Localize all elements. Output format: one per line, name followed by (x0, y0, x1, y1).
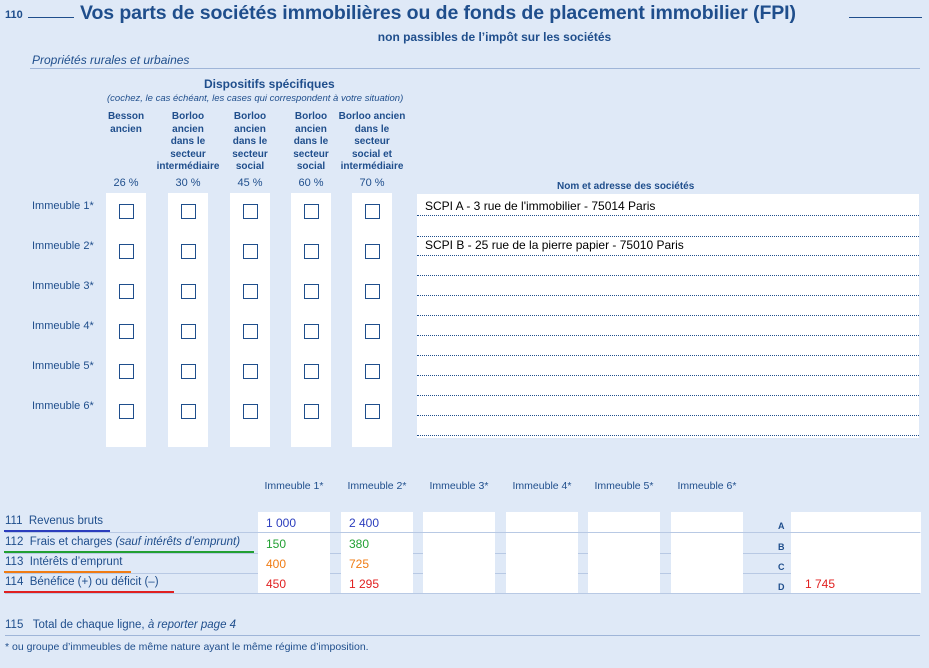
amount-column-header: Immeuble 1* (264, 480, 324, 492)
line-112 (5, 536, 240, 548)
immeuble-row-label: Immeuble 5* (32, 360, 94, 372)
dispositif-column-label-line: secteur (232, 148, 268, 160)
dispositif-column-label (276, 111, 346, 174)
total-input[interactable] (791, 533, 921, 553)
amount-column-header: Immeuble 2* (347, 480, 407, 492)
name-entry-line[interactable] (417, 415, 919, 416)
line-label: Frais et charges (29, 536, 116, 548)
amount-input[interactable] (423, 553, 495, 573)
properties-heading: Propriétés rurales et urbaines (32, 53, 190, 67)
dispositif-checkbox[interactable] (365, 404, 380, 419)
dispositif-column-label-line: social (235, 161, 265, 172)
amount-input[interactable]: 380 (341, 533, 413, 553)
total-letter: B (778, 542, 785, 552)
total-letter: D (778, 582, 785, 592)
name-entry-line[interactable] (417, 435, 919, 436)
dispositif-column-label-line: social et (351, 148, 393, 160)
line-115 (5, 619, 236, 631)
amount-column-header: Immeuble 4* (512, 480, 572, 492)
amount-column-header: Immeuble 5* (594, 480, 654, 492)
amount-input[interactable] (506, 533, 578, 553)
name-entry-line[interactable] (417, 395, 919, 396)
dispositif-column-label-line: dans le (232, 136, 268, 147)
dispositif-column-label-line: ancien (234, 123, 266, 135)
dispositif-checkbox[interactable] (181, 284, 196, 299)
dispositif-checkbox[interactable] (243, 364, 258, 379)
dispositif-checkbox[interactable] (181, 364, 196, 379)
dispositif-checkbox[interactable] (181, 204, 196, 219)
name-entry-line[interactable] (417, 275, 919, 276)
header-rule-right (849, 17, 922, 18)
dispositif-column-label-line: Borloo ancien (338, 111, 406, 122)
dispositif-column-label-line: ancien (295, 123, 327, 135)
line-115-label: Total de chaque ligne, (32, 619, 148, 631)
line-number: 113 (5, 556, 24, 568)
dispositif-checkbox[interactable] (365, 204, 380, 219)
dispositif-checkbox[interactable] (243, 284, 258, 299)
line-number: 111 (5, 515, 23, 527)
immeuble-row-label: Immeuble 3* (32, 280, 94, 292)
dispositif-checkbox[interactable] (304, 244, 319, 259)
immeuble-row-label: Immeuble 6* (32, 400, 94, 412)
dispositif-column-label (153, 111, 223, 174)
dispositif-column-label-line: intermédiaire (156, 161, 220, 172)
amount-input[interactable] (423, 573, 495, 593)
company-names-box (417, 194, 919, 438)
dispositif-checkbox[interactable] (181, 404, 196, 419)
dispositif-column-label-line: Borloo (171, 111, 205, 122)
dispositif-column-label-line: ancien (172, 123, 204, 135)
amount-input[interactable] (588, 573, 660, 593)
dispositifs-title: Dispositifs spécifiques (204, 77, 335, 91)
amount-input[interactable] (588, 512, 660, 532)
dispositif-column-label (91, 111, 161, 136)
dispositif-checkbox[interactable] (304, 404, 319, 419)
line-111 (5, 515, 103, 527)
dispositif-checkbox[interactable] (119, 284, 134, 299)
dispositif-checkbox[interactable] (304, 324, 319, 339)
amount-input[interactable] (671, 512, 743, 532)
amount-input[interactable] (671, 533, 743, 553)
line-label-italic: (sauf intérêts d’emprunt) (115, 536, 241, 548)
section-divider (30, 68, 920, 69)
dispositif-checkbox[interactable] (304, 284, 319, 299)
dispositif-column-label-line: secteur (170, 148, 206, 160)
amount-input[interactable]: 1 000 (258, 512, 330, 532)
line-114 (5, 576, 159, 588)
dispositif-percentage: 70 % (359, 177, 385, 189)
amount-input[interactable] (671, 553, 743, 573)
dispositif-column-label-line: ancien (110, 123, 142, 135)
page-title: Vos parts de sociétés immobilières ou de fonds de placement immobilier (FPI) (80, 2, 796, 24)
amount-input[interactable] (506, 553, 578, 573)
immeuble-row-label: Immeuble 1* (32, 200, 94, 212)
amount-column-header: Immeuble 6* (677, 480, 737, 492)
footer-divider (5, 635, 920, 636)
total-letter: A (778, 521, 785, 531)
amount-input[interactable] (671, 573, 743, 593)
dispositif-checkbox[interactable] (365, 284, 380, 299)
dispositif-column-label-line: social (296, 161, 326, 172)
page-subtitle: non passibles de l’impôt sur les sociétés (377, 30, 612, 44)
line-115-label-italic: à reporter page 4 (147, 619, 237, 631)
dispositif-percentage: 60 % (298, 177, 324, 189)
name-entry-line[interactable] (417, 375, 919, 376)
dispositif-percentage: 45 % (237, 177, 263, 189)
line-115-number: 115 (5, 619, 24, 631)
dispositif-column-label-line: dans le (293, 136, 329, 147)
dispositif-checkbox[interactable] (304, 204, 319, 219)
dispositif-checkbox[interactable] (181, 324, 196, 339)
dispositif-column-label-line: secteur (354, 136, 390, 147)
names-heading: Nom et adresse des sociétés (557, 181, 695, 192)
amount-input[interactable]: 1 295 (341, 573, 413, 593)
line-number: 112 (5, 536, 24, 548)
name-entry-line[interactable] (417, 315, 919, 316)
amount-input[interactable] (423, 512, 495, 532)
dispositif-column-label-line: Besson (107, 111, 145, 122)
total-input[interactable] (791, 553, 921, 573)
company-name-value[interactable]: SCPI A - 3 rue de l'immobilier - 75014 Paris (425, 199, 656, 213)
dispositif-checkbox[interactable] (119, 324, 134, 339)
line-row-rule (5, 593, 920, 594)
total-input[interactable]: 1 745 (791, 573, 921, 593)
immeuble-row-label: Immeuble 4* (32, 320, 94, 332)
dispositif-checkbox[interactable] (365, 244, 380, 259)
amount-input[interactable]: 2 400 (341, 512, 413, 532)
dispositif-percentage: 30 % (175, 177, 201, 189)
total-input[interactable] (791, 512, 921, 532)
footnote: * ou groupe d’immeubles de même nature ayant le même régime d’imposition. (5, 641, 369, 653)
amount-input[interactable] (588, 553, 660, 573)
line-label: Intérêts d’emprunt (29, 556, 123, 568)
section-number: 110 (5, 9, 23, 21)
dispositif-column-label (337, 111, 407, 174)
dispositif-column-label-line: dans le (354, 123, 390, 135)
line-label: Bénéfice (+) ou déficit (–) (29, 576, 159, 588)
amount-input[interactable]: 400 (258, 553, 330, 573)
amount-input[interactable]: 450 (258, 573, 330, 593)
dispositif-checkbox[interactable] (119, 404, 134, 419)
company-name-value[interactable]: SCPI B - 25 rue de la pierre papier - 75010 Paris (425, 238, 684, 252)
dispositifs-subtitle: (cochez, le cas échéant, les cases qui correspondent à votre situation) (107, 93, 404, 104)
dispositif-checkbox[interactable] (365, 364, 380, 379)
dispositif-column-label (215, 111, 285, 174)
name-entry-line[interactable] (417, 355, 919, 356)
dispositif-column-label-line: Borloo (233, 111, 267, 122)
name-entry-line[interactable] (417, 255, 919, 256)
amount-input[interactable] (506, 512, 578, 532)
dispositif-column-label-line: dans le (170, 136, 206, 147)
dispositif-checkbox[interactable] (181, 244, 196, 259)
amount-column-header: Immeuble 3* (429, 480, 489, 492)
dispositif-checkbox[interactable] (119, 244, 134, 259)
dispositif-checkbox[interactable] (243, 244, 258, 259)
header-rule-left (28, 17, 74, 18)
dispositif-checkbox[interactable] (243, 404, 258, 419)
dispositif-checkbox[interactable] (119, 364, 134, 379)
line-number: 114 (5, 576, 24, 588)
dispositif-column-label-line: intermédiaire (340, 161, 404, 172)
name-entry-line[interactable] (417, 215, 919, 216)
name-entry-line[interactable] (417, 236, 919, 237)
amount-input[interactable] (588, 533, 660, 553)
name-entry-line[interactable] (417, 335, 919, 336)
amount-input[interactable]: 150 (258, 533, 330, 553)
dispositif-checkbox[interactable] (243, 204, 258, 219)
name-entry-line[interactable] (417, 295, 919, 296)
dispositif-checkbox[interactable] (119, 204, 134, 219)
amount-input[interactable]: 725 (341, 553, 413, 573)
dispositif-checkbox[interactable] (243, 324, 258, 339)
dispositif-column-label-line: secteur (293, 148, 329, 160)
dispositif-percentage: 26 % (113, 177, 139, 189)
line-113 (5, 556, 122, 568)
line-label: Revenus bruts (28, 515, 104, 527)
dispositif-checkbox[interactable] (365, 324, 380, 339)
total-letter: C (778, 562, 785, 572)
amount-input[interactable] (506, 573, 578, 593)
immeuble-row-label: Immeuble 2* (32, 240, 94, 252)
amount-input[interactable] (423, 533, 495, 553)
dispositif-checkbox[interactable] (304, 364, 319, 379)
dispositif-column-label-line: Borloo (294, 111, 328, 122)
